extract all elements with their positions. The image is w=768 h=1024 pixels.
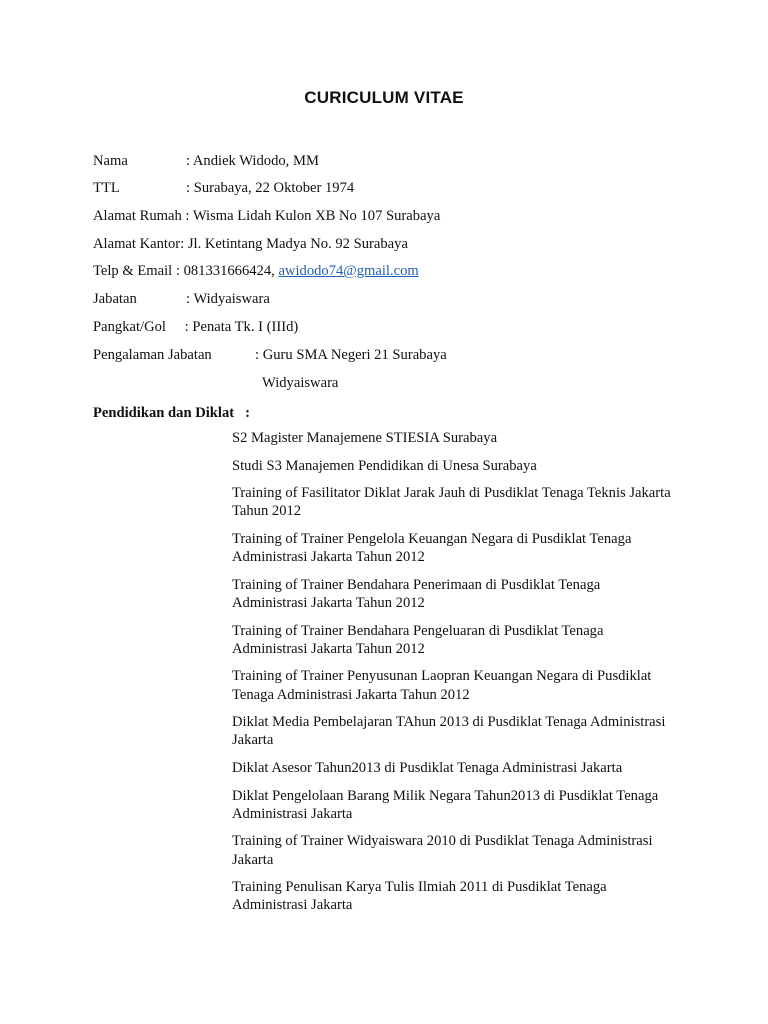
field-pangkat (93, 318, 298, 336)
section-heading-pendidikan: Pendidikan dan Diklat : (93, 405, 250, 421)
document-title: CURICULUM VITAE (304, 88, 464, 107)
field-ttl-value: : Surabaya, 22 Oktober 1974 (186, 180, 355, 196)
field-alamat-kantor-value: : Jl. Ketintang Madya No. 92 Surabaya (180, 236, 408, 252)
list-item: Training of Trainer Widyaiswara 2010 di Pusdiklat Tenaga Administrasi Jakarta (232, 833, 653, 868)
education-list (232, 429, 672, 924)
field-jabatan-value: : Widyaiswara (186, 291, 270, 307)
field-alamat-rumah-label: Alamat Rumah (93, 208, 182, 224)
field-pangkat-value: : Penata Tk. I (IIId) (181, 319, 299, 335)
field-jabatan (93, 290, 270, 308)
field-pengalaman (93, 346, 447, 364)
field-pengalaman-value-1: : Guru SMA Negeri 21 Surabaya (255, 347, 447, 363)
field-pengalaman-line-2 (262, 374, 338, 392)
field-alamat-kantor (93, 235, 408, 253)
list-item: Diklat Pengelolaan Barang Milik Negara Tahun2013 di Pusdiklat Tenaga Administrasi Jakarta (232, 787, 659, 822)
list-item: Training of Trainer Bendahara Penerimaan di Pusdiklat Tenaga Administrasi Jakarta Tahun 2012 (232, 576, 601, 611)
list-item: S2 Magister Manajemene STIESIA Surabaya (232, 430, 498, 446)
list-item: Training of Fasilitator Diklat Jarak Jauh di Pusdiklat Tenaga Teknis Jakarta Tahun 2012 (232, 485, 671, 520)
list-item: Diklat Asesor Tahun2013 di Pusdiklat Tenaga Administrasi Jakarta (232, 759, 623, 776)
field-alamat-kantor-label: Alamat Kantor (93, 236, 181, 252)
list-item: Training of Trainer Pengelola Keuangan Negara di Pusdiklat Tenaga Administrasi Jakarta Tahun 2012 (232, 530, 632, 566)
field-ttl (93, 179, 354, 197)
field-alamat-rumah-value: : Wisma Lidah Kulon XB No 107 Surabaya (181, 208, 441, 224)
list-item: Studi S3 Manajemen Pendidikan di Unesa Surabaya (232, 457, 537, 474)
list-item: Diklat Media Pembelajaran TAhun 2013 di Pusdiklat Tenaga Administrasi Jakarta (232, 714, 666, 749)
field-pengalaman-value-2: Widyaiswara (262, 375, 339, 391)
field-ttl-label: TTL (93, 180, 120, 196)
field-telp-value: : 081331666424, (172, 263, 279, 279)
field-nama (93, 152, 319, 170)
field-telp-email (93, 262, 419, 280)
field-telp-label: Telp & Email (93, 263, 173, 279)
email-link[interactable]: awidodo74@gmail.com (278, 263, 419, 279)
field-pangkat-label: Pangkat/Gol (93, 319, 166, 335)
list-item: Training of Trainer Penyusunan Laopran Keuangan Negara di Pusdiklat Tenaga Administrasi Jakarta Tahun 2012 (232, 668, 652, 703)
list-item: Training of Trainer Bendahara Pengeluaran di Pusdiklat Tenaga Administrasi Jakarta Tahun 2012 (232, 622, 604, 657)
list-item: Training Penulisan Karya Tulis Ilmiah 2011 di Pusdiklat Tenaga Administrasi Jakarta (232, 879, 607, 914)
field-nama-value: : Andiek Widodo, MM (186, 153, 319, 169)
field-pengalaman-label: Pengalaman Jabatan (93, 347, 212, 363)
field-jabatan-label: Jabatan (93, 291, 137, 307)
field-alamat-rumah (93, 207, 440, 225)
field-nama-label: Nama (93, 153, 128, 169)
